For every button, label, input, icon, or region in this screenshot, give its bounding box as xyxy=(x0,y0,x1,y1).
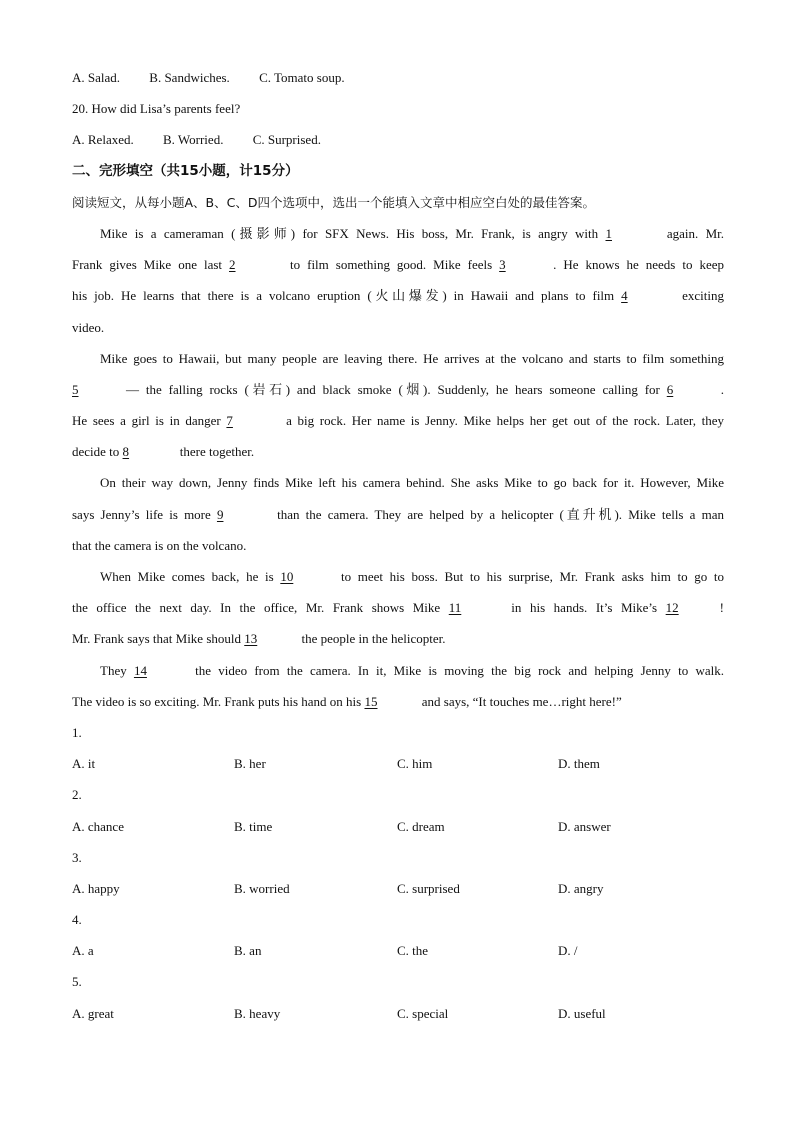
option-c: C. special xyxy=(397,1005,449,1021)
option-a: A. Salad. xyxy=(72,70,121,85)
blank-12: 12 xyxy=(665,600,679,616)
option-a: A. happy xyxy=(72,880,120,896)
option-c: C. dream xyxy=(397,818,445,834)
option-d: D. / xyxy=(558,943,578,959)
blank-15: 15 xyxy=(364,693,378,709)
passage-paragraph-2: Mike goes to Hawaii, but many people are leaving there. He arrives at the volcano and starts to film something 5 — the falling rocks (岩石) and black smoke (烟). Suddenly, he hears someone calling for 6 . He sees a girl is in danger 7 a big rock. Her name is Jenny. Mike helps her get out of the rock. Later, they decide to 8 there together. xyxy=(72,343,724,468)
option-c: C. the xyxy=(397,943,429,959)
blank-1: 1 xyxy=(605,225,612,241)
option-b: B. heavy xyxy=(234,1005,281,1021)
option-d: D. angry xyxy=(558,880,604,896)
blank-5: 5 xyxy=(72,381,79,397)
blank-10: 10 xyxy=(280,569,294,584)
option-d: D. useful xyxy=(558,1005,606,1021)
question-number: 5. xyxy=(72,974,82,990)
option-c: C. him xyxy=(397,756,433,772)
blank-13: 13 xyxy=(244,631,258,647)
blank-6: 6 xyxy=(666,381,674,397)
question-number: 1. xyxy=(72,724,82,740)
option-b: B. worried xyxy=(234,880,290,896)
blank-2: 2 xyxy=(229,257,236,273)
option-d: D. them xyxy=(558,756,600,772)
option-b: B. her xyxy=(234,756,266,772)
section-title: 二、完形填空（共15小题，计15分） xyxy=(72,162,299,179)
question-number: 4. xyxy=(72,912,82,928)
option-c: C. Tomato soup. xyxy=(259,70,345,85)
blank-3: 3 xyxy=(499,257,506,273)
option-a: A. it xyxy=(72,756,96,772)
option-a: A. Relaxed. xyxy=(72,132,134,148)
question-2 xyxy=(72,779,724,841)
prev-question-options xyxy=(72,62,724,93)
question-number: 2. xyxy=(72,787,82,803)
blank-4: 4 xyxy=(621,288,628,304)
passage-paragraph-1: Mike is a cameraman (摄影师) for SFX News. His boss, Mr. Frank, is angry with 1 again. Mr. Frank gives Mike one last 2 to film something good. Mike feels 3 . He knows he needs to keep his job. He learns that there is a volcano eruption (火山爆发) in Hawaii and plans to film 4 exciting video. xyxy=(72,218,724,343)
blank-11: 11 xyxy=(448,600,462,616)
option-a: A. a xyxy=(72,943,94,959)
question-1 xyxy=(72,717,724,779)
option-b: B. an xyxy=(234,943,262,959)
question-number: 3. xyxy=(72,849,82,865)
document-page xyxy=(72,62,724,1029)
option-c: C. surprised xyxy=(397,880,460,896)
section-instruction: 阅读短文，从每小题A、B、C、D四个选项中，选出一个能填入文章中相应空白处的最佳答案。 xyxy=(72,194,595,210)
passage-paragraph-5: They 14 the video from the camera. In it, Mike is moving the big rock and helping Jenny to walk. The video is so exciting. Mr. Frank puts his hand on his 15 and says, “It touches me…right here!” xyxy=(72,655,724,717)
question-20-options xyxy=(72,124,724,155)
blank-8: 8 xyxy=(122,444,130,460)
passage-paragraph-4: When Mike comes back, he is 10 to meet his boss. But to his surprise, Mr. Frank asks him to go to the office the next day. In the office, Mr. Frank shows Mike 11 in his hands. It’s Mike’s 12 ! Mr. Frank says that Mike should 13 the people in the helicopter. xyxy=(72,561,724,655)
question-5 xyxy=(72,966,724,1028)
option-b: B. Sandwiches. xyxy=(149,70,230,85)
cloze-questions xyxy=(72,717,724,1029)
option-d: D. answer xyxy=(558,818,611,834)
option-b: B. Worried. xyxy=(162,132,224,148)
option-a: A. chance xyxy=(72,818,124,834)
option-c: C. Surprised. xyxy=(252,132,321,148)
blank-9: 9 xyxy=(216,506,224,522)
passage-paragraph-3: On their way down, Jenny finds Mike left his camera behind. She asks Mike to go back for it. However, Mike says Jenny’s life is more 9 than the camera. They are helped by a helicopter (直升机). Mike tells a man that the camera is on the volcano. xyxy=(72,475,724,553)
question-20-stem: 20. How did Lisa’s parents feel? xyxy=(72,101,241,117)
question-4 xyxy=(72,904,724,966)
blank-14: 14 xyxy=(133,662,147,678)
option-a: A. great xyxy=(72,1005,114,1021)
blank-7: 7 xyxy=(226,413,233,429)
option-b: B. time xyxy=(234,818,273,834)
question-3 xyxy=(72,842,724,904)
